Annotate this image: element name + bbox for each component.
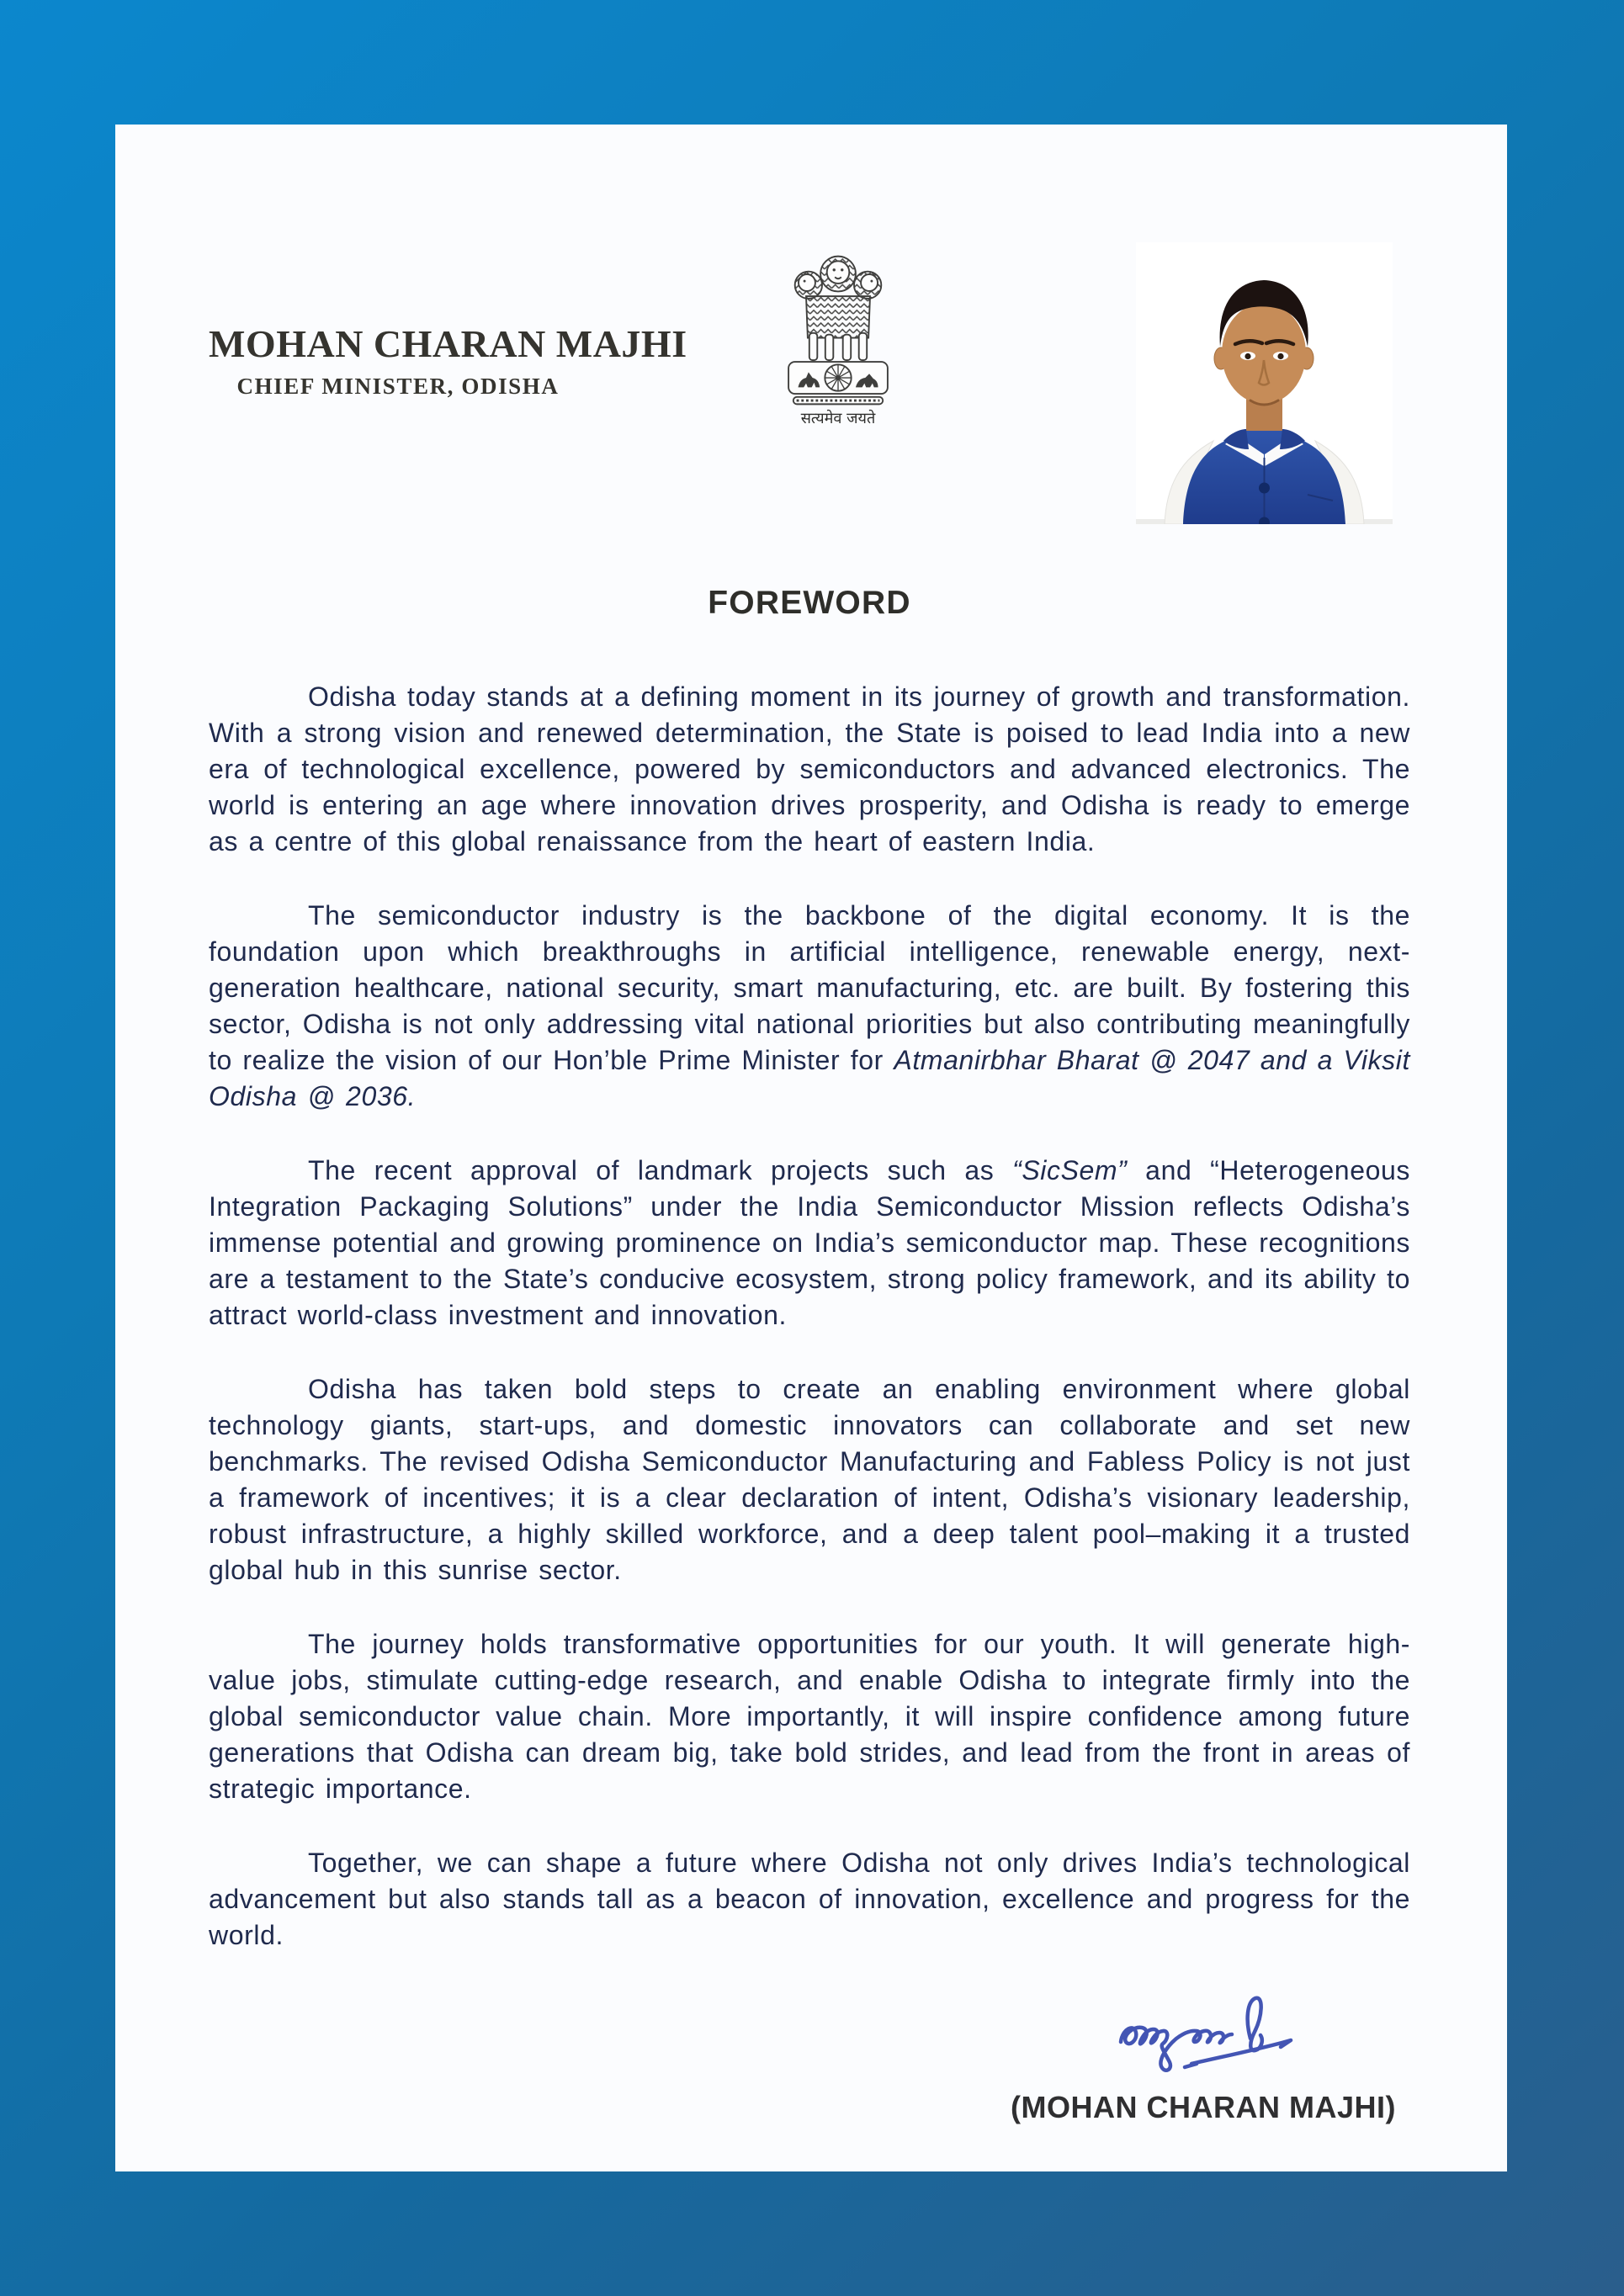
state-emblem-icon bbox=[774, 232, 902, 432]
letterhead-name-block bbox=[209, 322, 687, 400]
chief-minister-name: MOHAN CHARAN MAJHI bbox=[209, 322, 687, 365]
body-paragraph: The journey holds transformative opportunities for our youth. It will generate high-value jobs, stimulate cutting-edge research, and enable Odisha to integrate firmly into the global semiconductor value chain. More importantly, it will inspire confidence among future generations that Odisha can dream big, take bold strides, and lead from the front in areas of strategic importance. bbox=[209, 1629, 1410, 1804]
foreword-page bbox=[115, 125, 1507, 2171]
signature-icon bbox=[1102, 1986, 1304, 2079]
chief-minister-photo bbox=[1136, 242, 1393, 524]
body-text bbox=[209, 679, 1410, 1954]
page-title: FOREWORD bbox=[708, 585, 911, 621]
signature-block bbox=[1001, 1986, 1405, 2125]
body-paragraph: Together, we can shape a future where Odisha not only drives India’s technological advancement but also stands tall as a beacon of innovation, excellence and progress for the world. bbox=[209, 1848, 1410, 1950]
letterhead bbox=[209, 232, 1410, 524]
emblem-motto: सत्यमेव जयते bbox=[800, 410, 876, 428]
body-paragraph: The semiconductor industry is the backbone of the digital economy. It is the foundation upon which breakthroughs in artificial intelligence, renewable energy, next-generation healthcare, national security, smart manufacturing, etc. are built. By fostering this sector, Odisha is not only addressing vital national priorities but also contributing meaningfully to realize the vision of our Hon’ble Prime Minister for Atmanirbhar Bharat @ 2047 and a Viksit Odisha @ 2036. bbox=[209, 900, 1410, 1111]
body-paragraph: Odisha has taken bold steps to create an enabling environment where global technology giants, start-ups, and domestic innovators can collaborate and set new benchmarks. The revised Odisha Semiconductor Manufacturing and Fabless Policy is not just a framework of incentives; it is a clear declaration of intent, Odisha’s visionary leadership, robust infrastructure, a highly skilled workforce, and a deep talent pool–making it a trusted global hub in this sunrise sector. bbox=[209, 1374, 1410, 1585]
body-paragraph: The recent approval of landmark projects such as “SicSem” and “Heterogeneous Integration Packaging Solutions” under the India Semiconductor Mission reflects Odisha’s immense potential and growing prominence on India’s semiconductor map. These recognitions are a testament to the State’s conducive ecosystem, strong policy framework, and its ability to attract world-class investment and innovation. bbox=[209, 1155, 1410, 1330]
chief-minister-designation: CHIEF MINISTER, ODISHA bbox=[236, 373, 560, 399]
signatory-name: (MOHAN CHARAN MAJHI) bbox=[1011, 2090, 1396, 2124]
body-paragraph: Odisha today stands at a defining moment in its journey of growth and transformation. With a strong vision and renewed determination, the State is poised to lead India into a new era of technological excellence, powered by semiconductors and advanced electronics. The world is entering an age where innovation drives prosperity, and Odisha is ready to emerge as a centre of this global renaissance from the heart of eastern India. bbox=[209, 681, 1410, 856]
